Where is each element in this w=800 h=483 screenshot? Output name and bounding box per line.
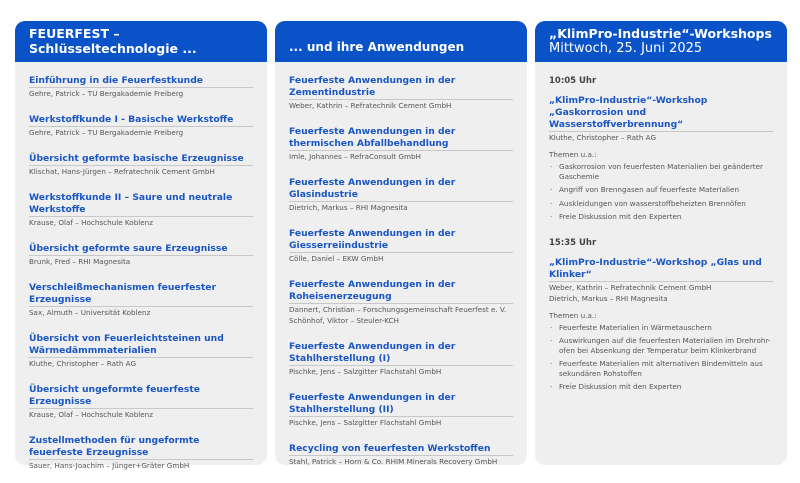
topic-item: · Feuerfeste Materialien mit alternativen Bindemitteln aus sekundären Rohstoffen (549, 359, 773, 378)
topic-item: · Freie Diskussion mit den Experten (549, 382, 773, 392)
session-item (289, 279, 513, 326)
session-item (289, 228, 513, 264)
session-speaker: Weber, Kathrin – Refratechnik Cement GmbH (289, 101, 452, 110)
session-item (29, 282, 253, 318)
session-title-link[interactable]: Feuerfeste Anwendungen in der Roheisenerzeugung (289, 279, 513, 304)
session-item (29, 75, 253, 99)
column-title: „KlimPro-Industrie“-Workshops (549, 26, 772, 41)
session-speaker: Imle, Johannes – RefraConsult GmbH (289, 152, 421, 161)
column-basics (15, 21, 267, 470)
topics-list (549, 323, 773, 392)
session-title-link[interactable]: Feuerfeste Anwendungen in der Giesserreiindustrie (289, 228, 513, 253)
workshop-item (549, 95, 773, 222)
session-speaker: Schönhof, Viktor – Steuler-KCH (289, 316, 399, 325)
session-speaker: Kluthe, Christopher – Rath AG (29, 359, 137, 368)
session-speaker: Sax, Almuth – Universität Koblenz (29, 308, 151, 317)
workshop-title-link[interactable]: „KlimPro-Industrie“-Workshop „Gaskorrosion und Wasserstoffverbrennung“ (549, 95, 773, 132)
column-header (275, 21, 527, 62)
session-speaker: Gehre, Patrick – TU Bergakademie Freiberg (29, 89, 184, 98)
session-item (29, 114, 253, 138)
topic-item: · Auswirkungen auf die feuerfesten Materialien im Drehrohr-ofen bei Absenkung der Temperatur beim Klinkerbrand (549, 336, 773, 355)
topic-item: · Feuerfeste Materialien in Wärmetauschern (549, 323, 773, 333)
session-speaker: Sauer, Hans-Joachim – Jünger+Gräter GmbH (29, 461, 190, 470)
session-title-link[interactable]: Feuerfeste Anwendungen in der Zementindustrie (289, 75, 513, 100)
topic-item: · Angriff von Brenngasen auf feuerfeste Materialien (549, 185, 773, 195)
session-speaker: Pischke, Jens – Salzgitter Flachstahl GmbH (289, 367, 442, 376)
session-title-link[interactable]: Zustellmethoden für ungeformte feuerfeste Erzeugnisse (29, 435, 253, 460)
column-title: ... und ihre Anwendungen (289, 40, 465, 54)
session-title-link[interactable]: Übersicht von Feuerleichtsteinen und Wärmedämmmaterialien (29, 333, 253, 358)
session-title-link[interactable]: Feuerfeste Anwendungen in der thermischen Abfallbehandlung (289, 126, 513, 151)
column-header (15, 21, 267, 62)
session-item (29, 333, 253, 369)
session-item (29, 435, 253, 471)
workshop-list (535, 62, 787, 392)
session-title-link[interactable]: Feuerfeste Anwendungen in der Stahlherstellung (I) (289, 341, 513, 366)
session-speaker: Dannert, Christian – Forschungsgemeinschaft Feuerfest e. V. (289, 305, 507, 314)
session-list (275, 62, 527, 467)
workshop-title-link[interactable]: „KlimPro-Industrie“-Workshop „Glas und Klinker“ (549, 257, 773, 282)
column-workshops (535, 21, 787, 465)
session-item (29, 384, 253, 420)
session-speaker: Brunk, Fred – RHI Magnesita (29, 257, 131, 266)
session-item (289, 75, 513, 111)
session-item (29, 243, 253, 267)
session-item (289, 392, 513, 428)
session-title-link[interactable]: Werkstoffkunde I - Basische Werkstoffe (29, 114, 253, 127)
session-title-link[interactable]: Übersicht geformte saure Erzeugnisse (29, 243, 253, 256)
workshop-speaker: Dietrich, Markus – RHI Magnesita (549, 293, 668, 303)
session-speaker: Gehre, Patrick – TU Bergakademie Freiberg (29, 128, 184, 137)
topics-label: Themen u.a.: (549, 150, 597, 159)
column-date: Mittwoch, 25. Juni 2025 (549, 41, 703, 56)
session-title-link[interactable]: Verschleißmechanismen feuerfester Erzeugnisse (29, 282, 253, 307)
workshop-speaker: Weber, Kathrin – Refratechnik Cement GmbH (549, 282, 712, 292)
session-item (289, 177, 513, 213)
session-speaker: Krause, Olaf – Hochschule Koblenz (29, 410, 153, 419)
session-item (29, 192, 253, 228)
session-speaker: Klischat, Hans-Jürgen – Refratechnik Cement GmbH (29, 167, 215, 176)
session-title-link[interactable]: Übersicht geformte basische Erzeugnisse (29, 153, 253, 166)
column-title: FEUERFEST – Schlüsseltechnologie ... (29, 26, 197, 56)
session-title-link[interactable]: Feuerfeste Anwendungen in der Stahlherstellung (II) (289, 392, 513, 417)
topic-item: · Auskleidungen von wasserstoffbeheizten Brennöfen (549, 199, 773, 209)
session-speaker: Krause, Olaf – Hochschule Koblenz (29, 218, 153, 227)
session-title-link[interactable]: Einführung in die Feuerfestkunde (29, 75, 253, 88)
session-item (29, 153, 253, 177)
topic-item: · Freie Diskussion mit den Experten (549, 212, 773, 222)
session-item (289, 443, 513, 467)
session-speaker: Stahl, Patrick – Horn & Co. RHIM Minerals Recovery GmbH (289, 457, 498, 466)
topics-label: Themen u.a.: (549, 310, 597, 320)
session-title-link[interactable]: Recycling von feuerfesten Werkstoffen (289, 443, 513, 456)
topic-item: · Gaskorrosion von feuerfesten Materialien bei geänderter Gaschemie (549, 162, 773, 181)
session-item (289, 341, 513, 377)
session-speaker: Dietrich, Markus – RHI Magnesita (289, 203, 408, 212)
session-title-link[interactable]: Werkstoffkunde II – Saure und neutrale Werkstoffe (29, 192, 253, 217)
workshop-item (549, 257, 773, 392)
session-title-link[interactable]: Übersicht ungeformte feuerfeste Erzeugnisse (29, 384, 253, 409)
session-list (15, 62, 267, 471)
session-item (289, 126, 513, 162)
session-speaker: Cölle, Daniel – EKW GmbH (289, 254, 384, 263)
session-speaker: Pischke, Jens – Salzgitter Flachstahl GmbH (289, 418, 442, 427)
workshop-time: 15:35 Uhr (549, 237, 597, 248)
topics-list (549, 162, 773, 222)
session-title-link[interactable]: Feuerfeste Anwendungen in der Glasindustrie (289, 177, 513, 202)
workshop-speaker: Kluthe, Christopher – Rath AG (549, 133, 657, 142)
workshop-time: 10:05 Uhr (549, 76, 597, 86)
column-applications (275, 21, 527, 465)
column-header (535, 21, 787, 62)
